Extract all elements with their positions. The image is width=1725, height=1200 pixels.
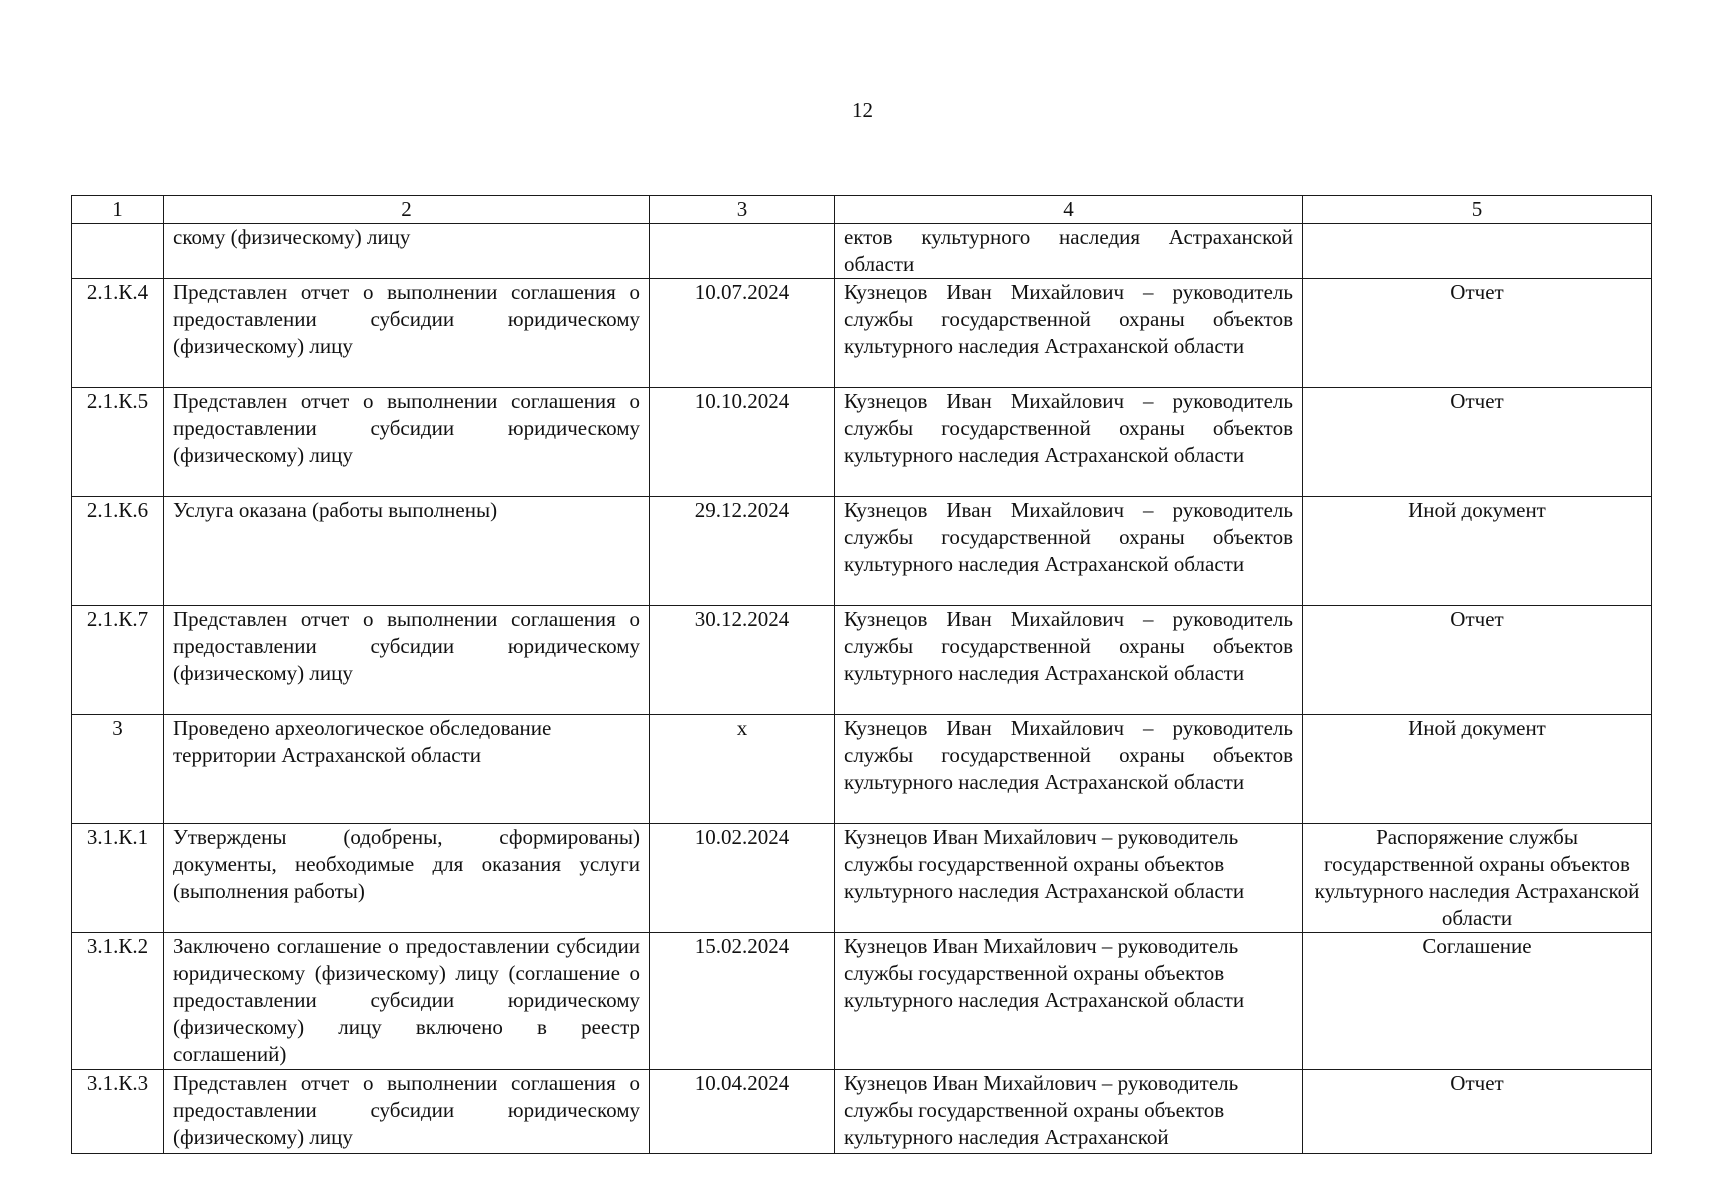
responsible-cell: Кузнецов Иван Михайлович – руководитель службы государственной охраны объектов культурного наследия Астраханской области <box>835 933 1303 1070</box>
table-row <box>72 606 1652 715</box>
responsible-cell: Кузнецов Иван Михайлович – руководитель службы государственной охраны объектов культурного наследия Астраханской <box>835 1070 1303 1154</box>
column-number: 2 <box>164 196 650 224</box>
responsible-cell: Кузнецов Иван Михайлович – руководитель службы государственной охраны объектов культурного наследия Астраханской области <box>835 279 1303 388</box>
column-number-row <box>72 196 1652 224</box>
control-points-table <box>71 195 1652 1154</box>
row-number-cell: 2.1.К.6 <box>72 497 164 606</box>
event-cell: Проведено археологическое обследование территории Астраханской области <box>164 715 650 824</box>
row-number-cell: 2.1.К.7 <box>72 606 164 715</box>
table-row <box>72 933 1652 1070</box>
date-cell: 10.10.2024 <box>650 388 835 497</box>
document-type-cell: Распоряжение службы государственной охраны объектов культурного наследия Астраханской области <box>1303 824 1652 933</box>
event-cell: скому (физическому) лицу <box>164 224 650 279</box>
date-cell: 29.12.2024 <box>650 497 835 606</box>
responsible-cell: Кузнецов Иван Михайлович – руководитель службы государственной охраны объектов культурного наследия Астраханской области <box>835 824 1303 933</box>
table-row <box>72 1070 1652 1154</box>
date-cell: x <box>650 715 835 824</box>
document-type-cell: Отчет <box>1303 279 1652 388</box>
document-type-cell: Иной документ <box>1303 497 1652 606</box>
document-type-cell: Иной документ <box>1303 715 1652 824</box>
column-number: 3 <box>650 196 835 224</box>
date-cell: 10.02.2024 <box>650 824 835 933</box>
event-cell: Представлен отчет о выполнении соглашения о предоставлении субсидии юридическому (физическому) лицу <box>164 388 650 497</box>
event-cell: Представлен отчет о выполнении соглашения о предоставлении субсидии юридическому (физическому) лицу <box>164 279 650 388</box>
table-row <box>72 715 1652 824</box>
page-number: 12 <box>852 98 873 122</box>
row-number-cell: 3.1.К.2 <box>72 933 164 1070</box>
document-type-cell: Отчет <box>1303 1070 1652 1154</box>
table-row <box>72 388 1652 497</box>
table-row <box>72 224 1652 279</box>
table-row <box>72 497 1652 606</box>
row-number-cell: 2.1.К.4 <box>72 279 164 388</box>
date-cell: 15.02.2024 <box>650 933 835 1070</box>
event-cell: Заключено соглашение о предоставлении субсидии юридическому (физическому) лицу (соглашение о предоставлении субсидии юридическому (физическому) лицу включено в реестр соглашений) <box>164 933 650 1070</box>
document-type-cell: Соглашение <box>1303 933 1652 1070</box>
event-cell: Представлен отчет о выполнении соглашения о предоставлении субсидии юридическому (физическому) лицу <box>164 1070 650 1154</box>
responsible-cell: Кузнецов Иван Михайлович – руководитель службы государственной охраны объектов культурного наследия Астраханской области <box>835 606 1303 715</box>
document-type-cell <box>1303 224 1652 279</box>
date-cell: 10.07.2024 <box>650 279 835 388</box>
row-number-cell: 3.1.К.3 <box>72 1070 164 1154</box>
table-row <box>72 824 1652 933</box>
document-type-cell: Отчет <box>1303 388 1652 497</box>
responsible-cell: Кузнецов Иван Михайлович – руководитель службы государственной охраны объектов культурного наследия Астраханской области <box>835 388 1303 497</box>
table-row <box>72 279 1652 388</box>
date-cell <box>650 224 835 279</box>
event-cell: Утверждены (одобрены, сформированы) документы, необходимые для оказания услуги (выполнения работы) <box>164 824 650 933</box>
document-type-cell: Отчет <box>1303 606 1652 715</box>
date-cell: 10.04.2024 <box>650 1070 835 1154</box>
date-cell: 30.12.2024 <box>650 606 835 715</box>
column-number: 1 <box>72 196 164 224</box>
row-number-cell: 3.1.К.1 <box>72 824 164 933</box>
event-cell: Представлен отчет о выполнении соглашения о предоставлении субсидии юридическому (физическому) лицу <box>164 606 650 715</box>
column-number: 4 <box>835 196 1303 224</box>
responsible-cell: ектов культурного наследия Астраханской области <box>835 224 1303 279</box>
responsible-cell: Кузнецов Иван Михайлович – руководитель службы государственной охраны объектов культурного наследия Астраханской области <box>835 497 1303 606</box>
row-number-cell: 2.1.К.5 <box>72 388 164 497</box>
responsible-cell: Кузнецов Иван Михайлович – руководитель службы государственной охраны объектов культурного наследия Астраханской области <box>835 715 1303 824</box>
event-cell: Услуга оказана (работы выполнены) <box>164 497 650 606</box>
column-number: 5 <box>1303 196 1652 224</box>
row-number-cell: 3 <box>72 715 164 824</box>
row-number-cell <box>72 224 164 279</box>
